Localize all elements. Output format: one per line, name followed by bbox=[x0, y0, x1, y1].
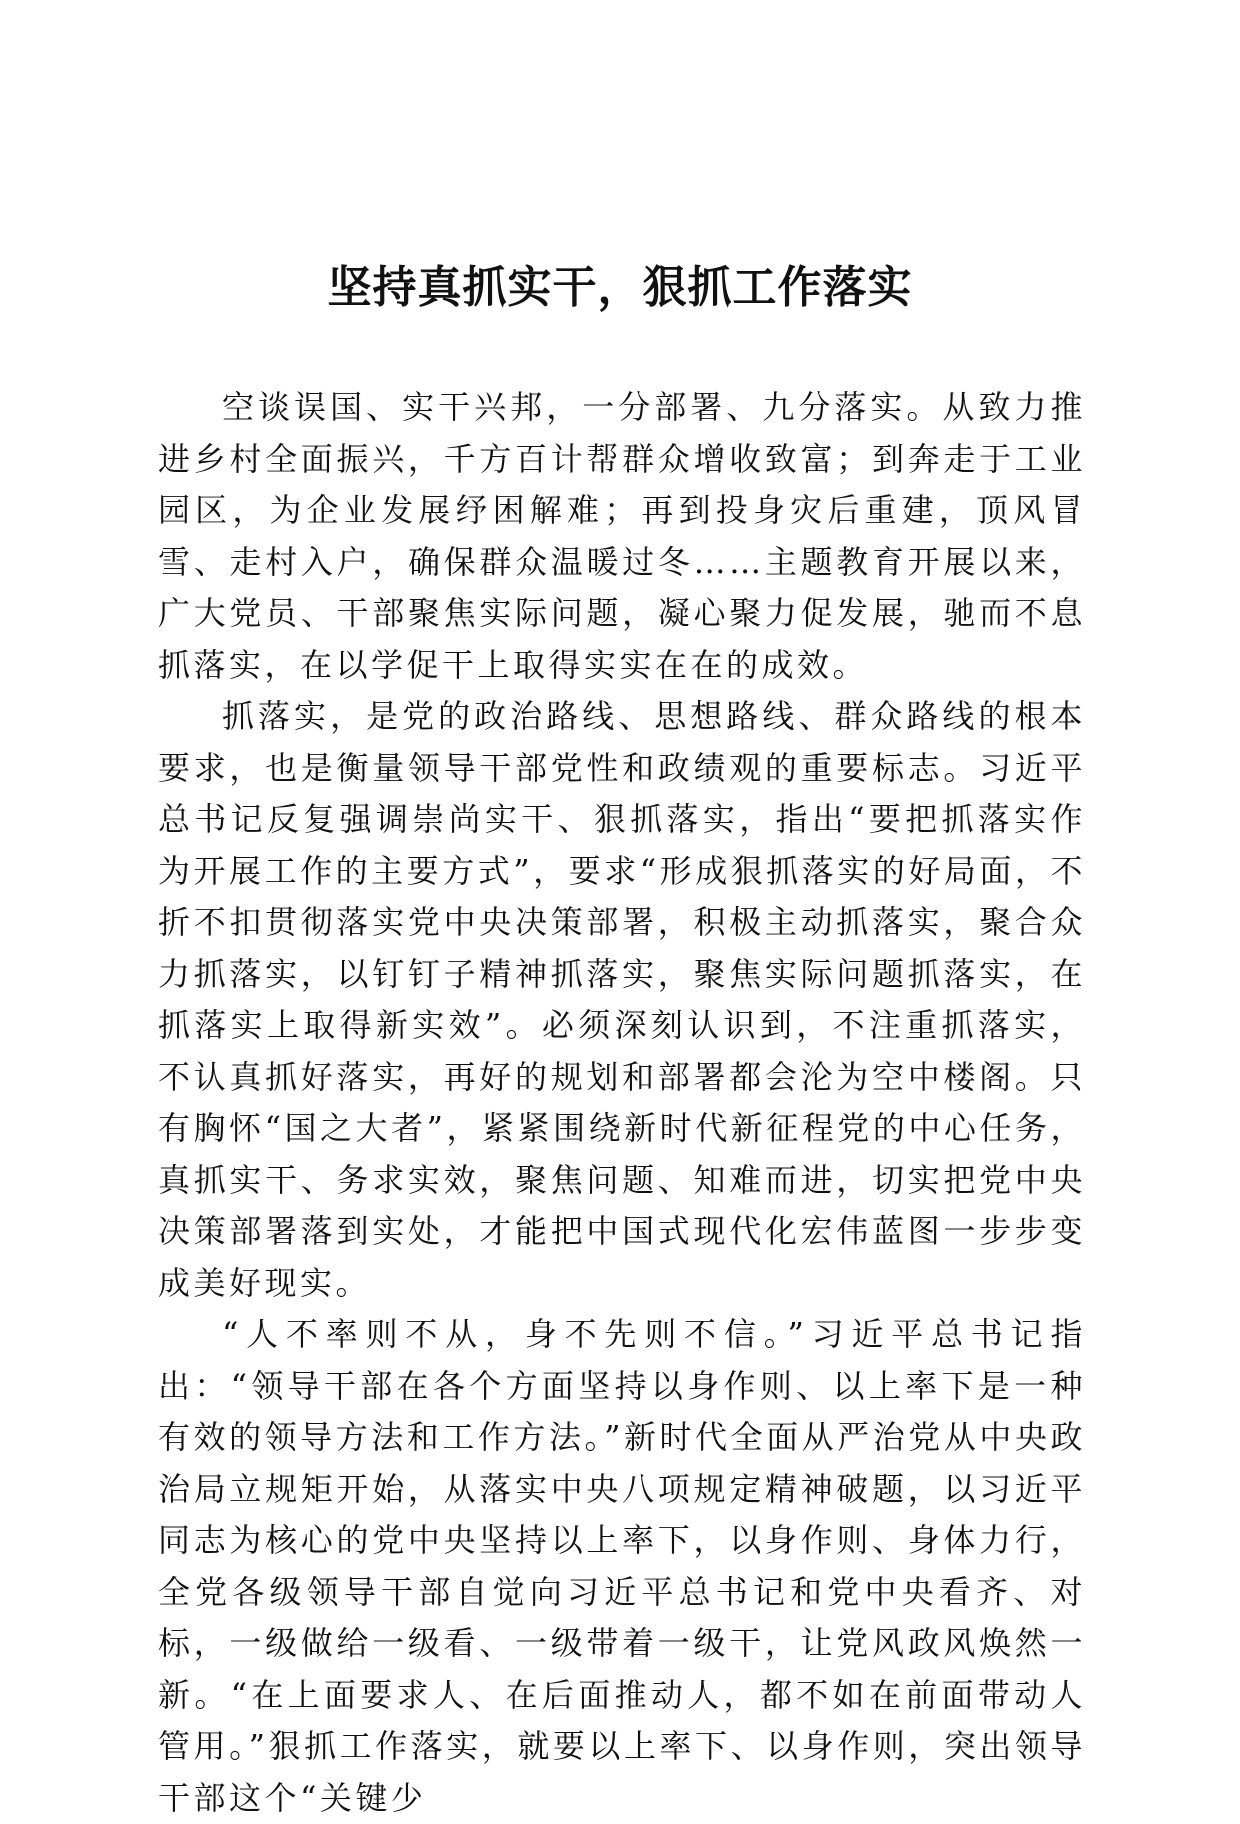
document-body bbox=[158, 382, 1086, 1824]
document-title: 坚持真抓实干，狠抓工作落实 bbox=[327, 262, 913, 313]
paragraph-1: 空谈误国、实干兴邦，一分部署、九分落实。从致力推进乡村全面振兴，千方百计帮群众增收致富；到奔走于工业园区，为企业发展纾困解难；再到投身灾后重建，顶风冒雪、走村入户，确保群众温暖过冬……主题教育开展以来，广大党员、干部聚焦实际问题，凝心聚力促发展，驰而不息抓落实，在以学促干上取得实实在在的成效。 bbox=[158, 388, 1086, 684]
paragraph-2: 抓落实，是党的政治路线、思想路线、群众路线的根本要求，也是衡量领导干部党性和政绩观的重要标志。习近平总书记反复强调崇尚实干、狠抓落实，指出“要把抓落实作为开展工作的主要方式”，要求“形成狠抓落实的好局面，不折不扣贯彻落实党中央决策部署，积极主动抓落实，聚合众力抓落实，以钉钉子精神抓落实，聚焦实际问题抓落实，在抓落实上取得新实效”。必须深刻认识到，不注重抓落实，不认真抓好落实，再好的规划和部署都会沦为空中楼阁。只有胸怀“国之大者”，紧紧围绕新时代新征程党的中心任务，真抓实干、务求实效，聚焦问题、知难而进，切实把党中央决策部署落到实处，才能把中国式现代化宏伟蓝图一步步变成美好现实。 bbox=[158, 697, 1086, 1302]
paragraph-3: “人不率则不从，身不先则不信。”习近平总书记指出：“领导干部在各个方面坚持以身作则、以上率下是一种有效的领导方法和工作方法。”新时代全面从严治党从中央政治局立规矩开始，从落实中央八项规定精神破题，以习近平同志为核心的党中央坚持以上率下，以身作则、身体力行，全党各级领导干部自觉向习近平总书记和党中央看齐、对标，一级做给一级看、一级带着一级干，让党风政风焕然一新。“在上面要求人、在后面推动人，都不如在前面带动人管用。”狠抓工作落实，就要以上率下、以身作则，突出领导干部这个“关键少 bbox=[158, 1315, 1086, 1817]
